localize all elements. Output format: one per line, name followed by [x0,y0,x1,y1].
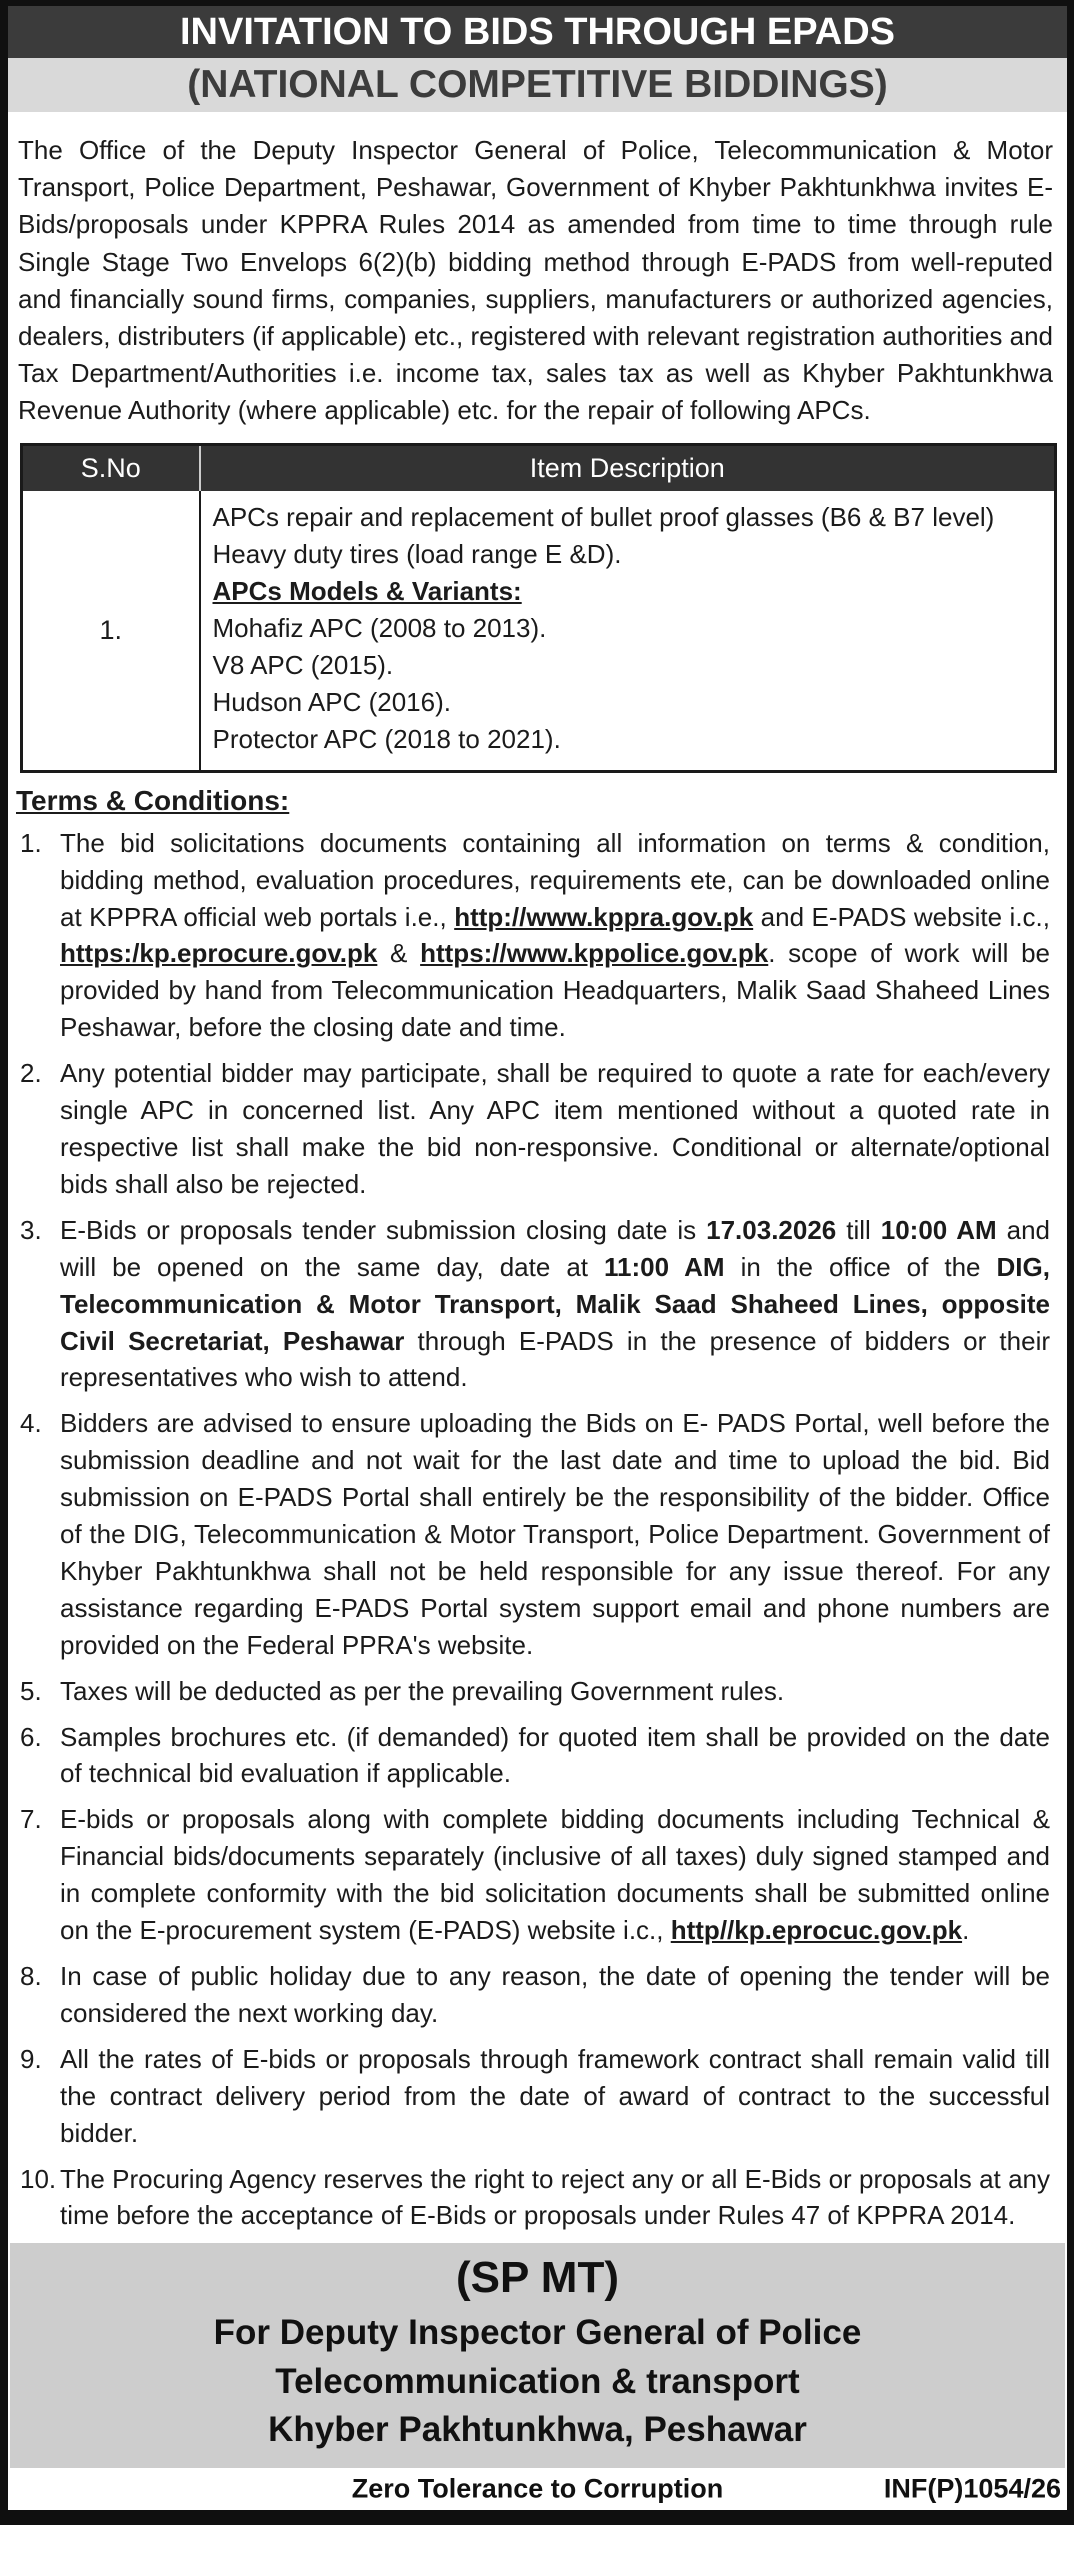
bottom-border-bar [0,2510,1074,2525]
term-number: 2. [20,1058,42,1089]
term-number: 3. [20,1214,42,1245]
table-row [22,491,1056,771]
description-cell [200,491,1056,771]
term-item [8,1212,1067,1397]
item-description-line: V8 APC (2015). [212,650,394,680]
ref-number: INF(P)1054/26 [876,2474,1061,2505]
signatory-line-3: Khyber Pakhtunkhwa, Peshawar [268,2409,807,2449]
signature-designation: (SP MT) [456,2253,619,2303]
term-text: The bid solicitations documents containing all information on terms & condition, bidding method, evaluation procedures, requirements ete, can be downloaded online at KPPRA official web portals i.e., http://www.kppra.gov.pk and E-PADS website i.c., https:/kp.eprocure.gov.pk & https://www.kppolice.gov.pk. scope of work will be provided by hand from Telecommunication Headquarters, Malik Saad Shaheed Lines Peshawar, before the closing date and time. [60,827,1050,1043]
notice-title: INVITATION TO BIDS THROUGH EPADS [180,10,895,53]
term-text: Taxes will be deducted as per the prevailing Government rules. [60,1675,785,1706]
intro-paragraph: The Office of the Deputy Inspector General of Police, Telecommunication & Motor Transport, Police Department, Peshawar, Government of Khyber Pakhtunkhwa invites E-Bids/proposals under KPPRA Rules 2014 as amended from time to time through rule Single Stage Two Envelops 6(2)(b) bidding method through E-PADS from well-reputed and financially sound firms, companies, suppliers, manufacturers or authorized agencies, dealers, distributers (if applicable) etc., registered with relevant registration authorities and Tax Department/Authorities i.e. income tax, sales tax as well as Khyber Pakhtunkhwa Revenue Authority (where applicable) etc. for the repair of following APCs. [18,135,1053,426]
signature-block [10,2243,1065,2468]
term-item [8,1719,1067,1793]
term-number: 9. [20,2043,42,2074]
items-table [20,443,1057,772]
signatory-line-2: Telecommunication & transport [275,2361,800,2401]
term-number: 7. [20,1804,42,1835]
term-text: All the rates of E-bids or proposals through framework contract shall remain valid till the contract delivery period from the date of award of contract to the successful bidder. [60,2043,1050,2148]
sno-cell: 1. [22,491,200,771]
term-text: Any potential bidder may participate, shall be required to quote a rate for each/every single APC in concerned list. Any APC item mentioned without a quoted rate in respective list shall make the bid non-responsive. Conditional or alternate/optional bids shall also be rejected. [60,1058,1050,1199]
terms-heading: Terms & Conditions: [16,784,290,816]
term-text: In case of public holiday due to any reason, the date of opening the tender will be considered the next working day. [60,1961,1050,2028]
term-number: 4. [20,1408,42,1439]
term-item [8,1055,1067,1203]
table-header-sno: S.No [22,445,200,492]
item-description-line: Mohafiz APC (2008 to 2013). [212,613,547,644]
term-item [8,1405,1067,1663]
term-text: Samples brochures etc. (if demanded) for quoted item shall be provided on the date of technical bid evaluation if applicable. [60,1721,1050,1789]
term-item [8,1958,1067,2032]
slogan-bar [10,2468,1065,2510]
signatory-line-1: For Deputy Inspector General of Police [213,2313,862,2353]
term-number: 6. [20,1721,42,1752]
notice-subtitle: (NATIONAL COMPETITIVE BIDDINGS) [187,63,888,106]
term-item [8,1673,1067,1710]
term-number: 8. [20,1961,42,1991]
term-text: E-Bids or proposals tender submission closing date is 17.03.2026 till 10:00 AM and will be opened on the same day, date at 11:00 AM in the office of the DIG, Telecommunication & Motor Transport, Malik Saad Shaheed Lines, opposite Civil Secretariat, Peshawar through E-PADS in the presence of bidders or their representatives who wish to attend. [60,1214,1051,1393]
item-description-line: Protector APC (2018 to 2021). [212,723,561,754]
terms-list [8,825,1067,2235]
term-number: 10. [20,2163,57,2194]
term-item [8,825,1067,1046]
term-item [8,1801,1067,1949]
item-description-line: APCs repair and replacement of bullet proof glasses (B6 & B7 level) [212,502,995,533]
term-number: 1. [20,827,42,858]
term-item [8,2041,1067,2152]
term-number: 5. [20,1675,42,1706]
term-text: Bidders are advised to ensure uploading the Bids on E- PADS Portal, well before the submission deadline and not wait for the last date and time to upload the bid. Bid submission on E-PADS Portal shall entirely be the responsibility of the bidder. Office of the DIG, Telecommunication & Motor Transport, Police Department. Government of Khyber Pakhtunkhwa shall not be held responsible for any issue thereof. For any assistance regarding E-PADS Portal system support email and phone numbers are provided on the Federal PPRA's website. [60,1408,1050,1660]
title-bar [8,6,1067,58]
table-header-description: Item Description [200,445,1056,492]
item-description-line: Hudson APC (2016). [212,686,451,717]
item-description-line: APCs Models & Variants: [212,576,522,607]
items-table-body [22,491,1056,771]
term-text: The Procuring Agency reserves the right to reject any or all E-Bids or proposals at any time before the acceptance of E-Bids or proposals under Rules 47 of KPPRA 2014. [60,2163,1050,2231]
table-header-row [22,445,1056,492]
slogan-text: Zero Tolerance to Corruption [351,2473,724,2504]
term-item [8,2161,1067,2235]
item-description-line: Heavy duty tires (load range E &D). [212,539,622,570]
term-text: E-bids or proposals along with complete bidding documents including Technical & Financial bids/documents separately (inclusive of all taxes) duly signed stamped and in complete conformity with the bid solicitation documents shall be submitted online on the E-procurement system (E-PADS) website i.c., http//kp.eprocuc.gov.pk. [60,1804,1050,1946]
subtitle-bar [8,58,1067,112]
